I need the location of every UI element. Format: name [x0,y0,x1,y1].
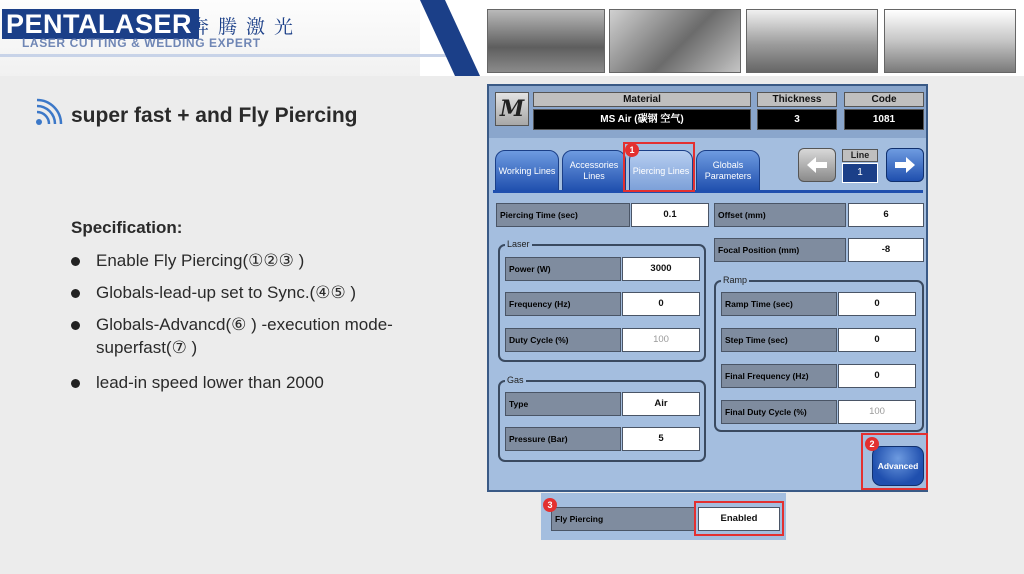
gas-group-title: Gas [507,375,524,385]
duty-cycle-input[interactable]: 100 [622,328,700,352]
tab-piercing-lines[interactable]: Piercing Lines [629,150,693,192]
final-duty-cycle-input[interactable]: 100 [838,400,916,424]
bullet-text: lead-in speed lower than 2000 [96,373,324,392]
offset-input[interactable]: 6 [848,203,924,227]
header-photo-building [746,9,878,73]
bullet-item [71,371,401,394]
company-logo: PENTALASER [2,9,199,39]
line-label: Line [842,149,878,162]
thickness-label: Thickness [757,92,837,107]
header-photo-workers [609,9,741,73]
gas-type-label: Type [505,392,621,416]
arrow-right-icon [894,156,916,174]
frequency-label: Frequency (Hz) [505,292,621,316]
step-time-label: Step Time (sec) [721,328,837,352]
header-stripe [0,54,470,57]
piercing-time-input[interactable]: 0.1 [631,203,709,227]
offset-label: Offset (mm) [714,203,846,227]
bullet-item [71,313,431,359]
rss-feed-icon [33,98,63,128]
slide-header [0,0,1024,76]
focal-position-label: Focal Position (mm) [714,238,846,262]
pressure-input[interactable]: 5 [622,427,700,451]
bullet-dot-icon [71,321,80,330]
ramp-time-input[interactable]: 0 [838,292,916,316]
header-slant-decoration [420,0,480,76]
tab-accessories-lines[interactable]: Accessories Lines [562,150,626,192]
power-input[interactable]: 3000 [622,257,700,281]
logo-area [0,0,420,76]
final-frequency-label: Final Frequency (Hz) [721,364,837,388]
specification-heading: Specification: [71,218,183,237]
pressure-label: Pressure (Bar) [505,427,621,451]
frequency-input[interactable]: 0 [622,292,700,316]
bullet-dot-icon [71,379,80,388]
power-label: Power (W) [505,257,621,281]
material-value[interactable]: MS Air (碳钢 空气) [533,109,751,130]
bullet-text: Globals-Advancd(⑥ ) -execution mode-superfast(⑦ ) [96,315,393,357]
final-frequency-input[interactable]: 0 [838,364,916,388]
final-duty-cycle-label: Final Duty Cycle (%) [721,400,837,424]
tab-globals-parameters[interactable]: Globals Parameters [696,150,760,192]
step-badge-3: 3 [543,498,557,512]
step-time-input[interactable]: 0 [838,328,916,352]
bullet-text: Globals-lead-up set to Sync.(④⑤ ) [96,283,357,302]
company-tagline: LASER CUTTING & WELDING EXPERT [22,36,261,50]
header-photo-factory [487,9,605,73]
advanced-button[interactable]: Advanced [872,446,924,486]
piercing-settings-panel [487,84,928,492]
software-logo: M [495,92,529,126]
duty-cycle-label: Duty Cycle (%) [505,328,621,352]
step-badge-1: 1 [625,143,639,157]
gas-type-select[interactable]: Air [622,392,700,416]
slide-title: super fast + and Fly Piercing [71,104,358,127]
bullet-dot-icon [71,289,80,298]
code-label: Code [844,92,924,107]
ramp-group-title: Ramp [723,275,748,285]
bullet-text: Enable Fly Piercing(①②③ ) [96,251,305,270]
focal-position-input[interactable]: -8 [848,238,924,262]
code-value[interactable]: 1081 [844,109,924,130]
company-name-chinese: 奔腾激光 [190,16,303,38]
bullet-dot-icon [71,257,80,266]
header-photo-office [884,9,1016,73]
previous-line-button[interactable] [798,148,836,182]
highlight-fly-piercing [694,501,784,536]
next-line-button[interactable] [886,148,924,182]
material-label: Material [533,92,751,107]
bullet-item [71,281,401,304]
fly-piercing-label: Fly Piercing [551,507,695,531]
tab-working-lines[interactable]: Working Lines [495,150,559,192]
fly-piercing-select[interactable]: Enabled [698,507,780,531]
line-value[interactable]: 1 [842,163,878,183]
bullet-item [71,249,401,272]
ramp-time-label: Ramp Time (sec) [721,292,837,316]
laser-group-title: Laser [507,239,530,249]
piercing-time-label: Piercing Time (sec) [496,203,630,227]
step-badge-2: 2 [865,437,879,451]
thickness-value[interactable]: 3 [757,109,837,130]
arrow-left-icon [806,156,828,174]
tab-underline [493,190,923,193]
